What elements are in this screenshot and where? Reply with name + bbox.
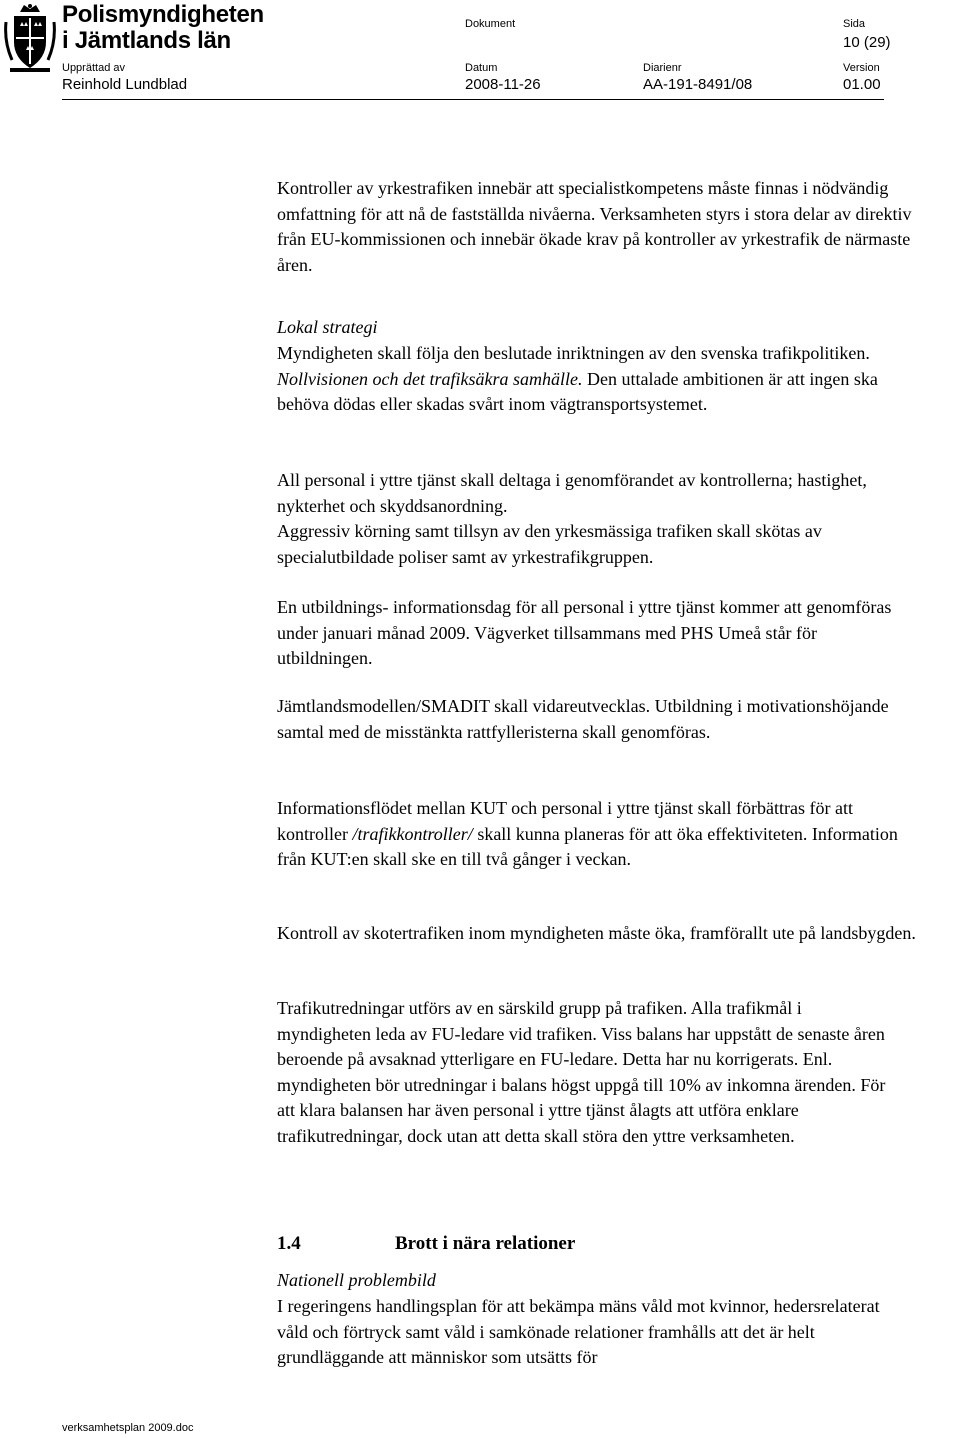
paragraph-strategi xyxy=(277,341,912,418)
document-label: Dokument xyxy=(465,18,516,30)
paragraph-jamtlandsmodellen: Jämtlandsmodellen/SMADIT skall vidareutvecklas. Utbildning i motivationshöjande samtal med de misstänkta rattfylleristerna skall genomföras. xyxy=(277,696,889,742)
police-crest-logo xyxy=(4,2,56,74)
author-value: Reinhold Lundblad xyxy=(62,76,188,93)
date-label: Datum xyxy=(465,62,498,74)
version-value: 01.00 xyxy=(843,76,881,93)
paragraph-aggressiv: Aggressiv körning samt tillsyn av den yrkesmässiga trafiken skall skötas av specialutbildade poliser samt av yrkestrafikgruppen. xyxy=(277,521,822,567)
heading-nationell-problembild: Nationell problembild xyxy=(277,1270,436,1290)
paragraph-skoter: Kontroll av skotertrafiken inom myndigheten måste öka, framförallt ute på landsbygden. xyxy=(277,923,916,943)
org-name-line2: i Jämtlands län xyxy=(62,27,231,54)
date-value: 2008-11-26 xyxy=(465,76,541,93)
page-label: Sida xyxy=(843,18,866,30)
paragraph-regeringens: I regeringens handlingsplan för att bekämpa mäns våld mot kvinnor, hedersrelaterat våld och förtryck samt våld i samkönade relationer framhålls att det är helt grundläggande att människor som utsätts för xyxy=(277,1296,880,1367)
footer-filename: verksamhetsplan 2009.doc xyxy=(62,1422,194,1434)
registration-label: Diarienr xyxy=(643,62,682,74)
page-number: 10 (29) xyxy=(843,34,891,51)
paragraph-utbildning: En utbildnings- informationsdag för all personal i yttre tjänst kommer att genomföras under januari månad 2009. Vägverket tillsammans med PHS Umeå står för utbildningen. xyxy=(277,597,892,668)
paragraph-info-text-a: Informationsflödet mellan KUT och personal i yttre tjänst skall förbättras för att kontroller xyxy=(277,798,854,844)
registration-value: AA-191-8491/08 xyxy=(643,76,753,93)
header-divider xyxy=(62,99,884,100)
paragraph-yrkestrafik: Kontroller av yrkestrafiken innebär att specialistkompetens måste finnas i nödvändig omfattning för att nå de fastställda nivåerna. Verksamheten styrs i stora delar av direktiv från EU-kommissionen och innebär ökade krav på kontroller av yrkestrafik de närmaste åren. xyxy=(277,178,912,275)
heading-lokal-strategi: Lokal strategi xyxy=(277,317,378,337)
section-title: Brott i nära relationer xyxy=(395,1233,576,1254)
paragraph-strategi-italic: Nollvisionen och det trafiksäkra samhälle. xyxy=(277,368,583,389)
version-label: Version xyxy=(843,62,880,74)
paragraph-strategi-text-a: Myndigheten skall följa den beslutade inriktningen av den svenska trafikpolitiken. xyxy=(277,343,870,363)
paragraph-trafikutredningar: Trafikutredningar utförs av en särskild grupp på trafiken. Alla trafikmål i myndigheten leda av FU-ledare vid trafiken. Viss balans har uppstått de senaste åren beroende på avsaknad ytterligare en FU-ledare. Detta har nu korrigerats. Enl. myndigheten bör utredningar i balans högst uppgå till 10% av inkomna ärenden. För att klara balansen har även personal i yttre tjänst ålagts att utföra enklare trafikutredningar, dock utan att detta skall störa den yttre verksamheten. xyxy=(277,998,886,1146)
paragraph-strategi-text-b: Den uttalade ambitionen är att ingen ska behöva dödas eller skadas svårt inom vägtransportsystemet. xyxy=(277,368,878,414)
paragraph-personal: All personal i yttre tjänst skall deltaga i genomförandet av kontrollerna; hastighet, nykterhet och skyddsanordning. xyxy=(277,470,867,516)
paragraph-info-text-b: skall kunna planeras för att öka effektiviteten. Information från KUT:en skall ske en till två gånger i veckan. xyxy=(277,823,898,869)
section-number: 1.4 xyxy=(277,1233,301,1254)
paragraph-informationsflode xyxy=(277,796,902,873)
org-name-line1: Polismyndigheten xyxy=(62,1,264,28)
author-label: Upprättad av xyxy=(62,62,125,74)
paragraph-info-italic: /trafikkontroller/ xyxy=(352,823,473,844)
